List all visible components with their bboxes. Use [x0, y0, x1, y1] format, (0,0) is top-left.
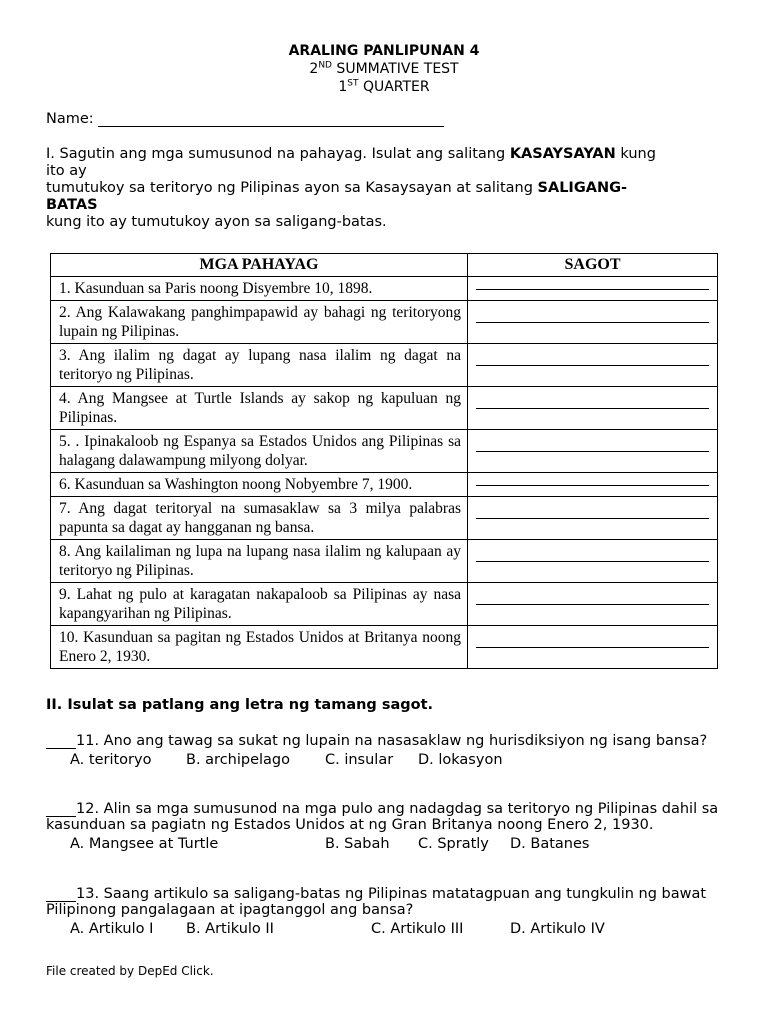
statement-text: 3. Ang ilalim ng dagat ay lupang nasa ilalim ng dagat na teritoryo ng Pilipinas. [51, 344, 468, 387]
answer-line [476, 646, 709, 648]
table-row [51, 277, 718, 301]
choice-c: C. Artikulo III [371, 921, 464, 937]
section2-title: II. Isulat sa patlang ang letra ng tamang sagot. [46, 697, 434, 713]
quarter-subtitle: 1ST QUARTER [338, 78, 430, 95]
answer-blank[interactable] [46, 888, 76, 902]
answer-cell[interactable] [468, 344, 718, 387]
answer-line [476, 517, 709, 519]
choices [46, 921, 736, 939]
answer-cell[interactable] [468, 301, 718, 344]
table-header-row [51, 254, 718, 277]
table-row [51, 583, 718, 626]
statement-text: 10. Kasunduan sa pagitan ng Estados Unidos at Britanya noong Enero 2, 1930. [51, 626, 468, 669]
table-row [51, 540, 718, 583]
table-row [51, 626, 718, 669]
choice-d: D. Artikulo IV [510, 921, 605, 937]
choices [46, 752, 736, 770]
header-sagot: SAGOT [468, 254, 718, 277]
choice-c: C. Spratly [418, 836, 489, 852]
table-row [51, 497, 718, 540]
answer-line [476, 560, 709, 562]
section1-instructions: I. Sagutin ang mga sumusunod na pahayag. Isulat ang salitang KASAYSAYAN kung ito ay tumutukoy sa teritoryo ng Pilipinas ayon sa Kasaysayan at salitang SALIGANG- BATAS kung ito ay tumutukoy ayon sa saligang-batas. [46, 146, 656, 230]
choice-a: A. Mangsee at Turtle [70, 836, 219, 852]
answer-cell[interactable] [468, 497, 718, 540]
name-label: Name: [46, 111, 94, 127]
statement-text: 4. Ang Mangsee at Turtle Islands ay sakop ng kapuluan ng Pilipinas. [51, 387, 468, 430]
name-field [46, 111, 444, 127]
choice-b: B. Sabah [325, 836, 390, 852]
answer-cell[interactable] [468, 626, 718, 669]
answer-blank[interactable] [46, 735, 76, 749]
statement-text: 7. Ang dagat teritoryal na sumasaklaw sa 3 milya palabras papunta sa dagat ay hangganan ng bansa. [51, 497, 468, 540]
table-row [51, 473, 718, 497]
table-row [51, 301, 718, 344]
answer-line [476, 603, 709, 605]
answer-cell[interactable] [468, 583, 718, 626]
answer-blank[interactable] [46, 803, 76, 817]
answer-cell[interactable] [468, 430, 718, 473]
answer-cell[interactable] [468, 473, 718, 497]
header-pahayag: MGA PAHAYAG [51, 254, 468, 277]
answer-line [476, 407, 709, 409]
answer-cell[interactable] [468, 540, 718, 583]
question-text: 13. Saang artikulo sa saligang-batas ng Pilipinas matatagpuan ang tungkulin ng bawat Pilipinong pangalagaan at ipagtanggol ang bansa? [46, 886, 707, 918]
statement-text: 5. . Ipinakaloob ng Espanya sa Estados Unidos ang Pilipinas sa halagang dalawampung milyong dolyar. [51, 430, 468, 473]
question-text: 12. Alin sa mga sumusunod na mga pulo ang nadagdag sa teritoryo ng Pilipinas dahil sa kasunduan sa pagiatn ng Estados Unidos at ng Gran Britanya noong Enero 2, 1930. [46, 801, 719, 833]
subject-title: ARALING PANLIPUNAN 4 [288, 43, 480, 59]
test-header [0, 42, 768, 96]
question-text: 11. Ano ang tawag sa sukat ng lupain na nasasaklaw ng hurisdiksiyon ng isang bansa? [76, 733, 708, 749]
answer-line [476, 288, 709, 290]
choice-a: A. Artikulo I [70, 921, 154, 937]
statement-text: 2. Ang Kalawakang panghimpapawid ay bahagi ng teritoryong lupain ng Pilipinas. [51, 301, 468, 344]
statement-text: 9. Lahat ng pulo at karagatan nakapaloob sa Pilipinas ay nasa kapangyarihan ng Pilipinas. [51, 583, 468, 626]
statement-text: 8. Ang kailaliman ng lupa na lupang nasa ilalim ng kalupaan ay teritoryo ng Pilipinas. [51, 540, 468, 583]
answer-line [476, 450, 709, 452]
choice-c: C. insular [325, 752, 394, 768]
statement-text: 1. Kasunduan sa Paris noong Disyembre 10, 1898. [51, 277, 468, 301]
test-subtitle: 2ND SUMMATIVE TEST [309, 60, 459, 77]
table-row [51, 387, 718, 430]
question-13 [46, 886, 736, 939]
choice-d: D. lokasyon [418, 752, 503, 768]
question-12 [46, 801, 736, 854]
footer-credit: File created by DepEd Click. [46, 964, 214, 978]
statement-text: 6. Kasunduan sa Washington noong Nobyembre 7, 1900. [51, 473, 468, 497]
name-blank[interactable] [98, 112, 444, 127]
choice-a: A. teritoryo [70, 752, 152, 768]
answer-line [476, 364, 709, 366]
statements-table [50, 253, 718, 669]
question-11 [46, 733, 736, 770]
answer-line [476, 321, 709, 323]
choice-b: B. Artikulo II [186, 921, 274, 937]
answer-cell[interactable] [468, 387, 718, 430]
choice-d: D. Batanes [510, 836, 590, 852]
table-row [51, 344, 718, 387]
answer-line [476, 484, 709, 486]
answer-cell[interactable] [468, 277, 718, 301]
choices [46, 836, 736, 854]
choice-b: B. archipelago [186, 752, 290, 768]
table-row [51, 430, 718, 473]
